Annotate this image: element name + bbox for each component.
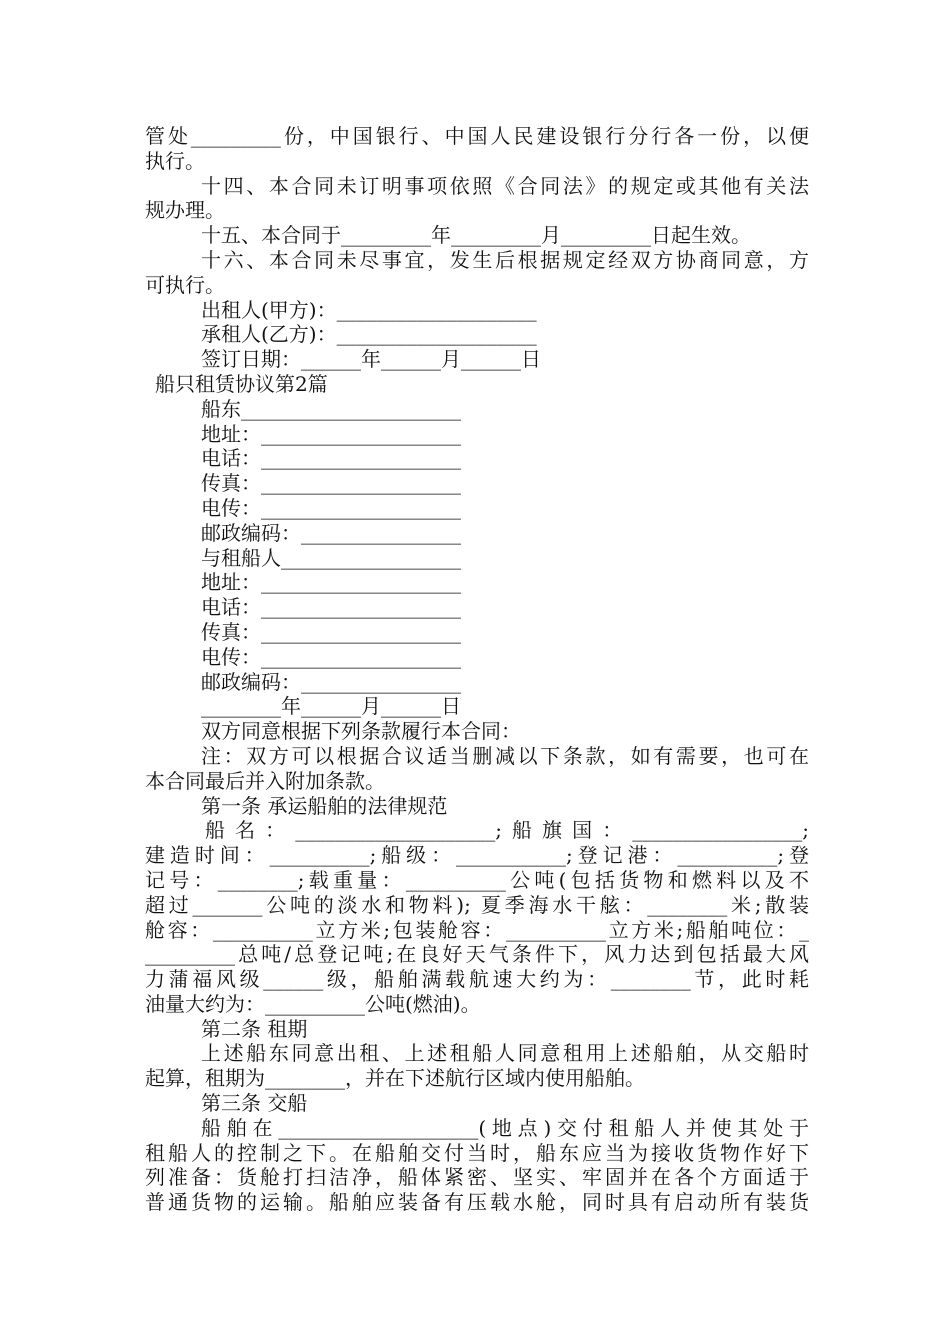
text-line: 十六、本合同未尽事宜，发生后根据规定经双方协商同意，方 xyxy=(201,247,809,272)
section-heading: 船只租赁协议第2篇 xyxy=(155,371,328,396)
text-line: 第二条 租期 xyxy=(201,1016,308,1041)
text-line: 租船人的控制之下。在船舶交付当时，船东应当为接收货物作好下 xyxy=(145,1140,809,1165)
text-line: 起算，租期为________，并在下述航行区域内使用船舶。 xyxy=(145,1066,645,1091)
text-line: 电传：____________________ xyxy=(201,495,461,520)
text-line: 超过_______公吨的淡水和物料); 夏季海水干舷：________米;散装 xyxy=(145,892,809,917)
text-line: 地址：____________________ xyxy=(201,421,461,446)
text-line: 本合同最后并入附加条款。 xyxy=(145,768,385,793)
text-line: 传真：____________________ xyxy=(201,619,461,644)
text-line: 船舶在____________________(地点)交付租船人并使其处于 xyxy=(201,1115,809,1140)
text-line: 传真：____________________ xyxy=(201,471,461,496)
text-line: 与租船人__________________ xyxy=(201,545,461,570)
text-line: ________年______月______日 xyxy=(201,694,461,719)
text-line: 船名：____________________;船旗国：_________________; xyxy=(205,818,809,843)
text-line: 双方同意根据下列条款履行本合同： xyxy=(201,719,521,744)
text-line: 建造时间：__________;船级：___________;登记港：__________;登 xyxy=(145,843,809,868)
text-line: 签订日期：______年______月______日 xyxy=(201,347,541,372)
text-line: 普通货物的运输。船舶应装备有压载水舱，同时具有启动所有装货 xyxy=(145,1190,809,1215)
text-line: _________总吨/总登记吨;在良好天气条件下，风力达到包括最大风 xyxy=(145,942,809,967)
text-line: 电话：____________________ xyxy=(201,595,461,620)
text-line: 执行。 xyxy=(145,148,205,173)
text-line: 管处_________份，中国银行、中国人民建设银行分行各一份，以便 xyxy=(145,124,809,148)
text-line: 邮政编码：________________ xyxy=(201,669,461,694)
document-body xyxy=(145,124,809,1215)
text-line: 第三条 交船 xyxy=(201,1091,308,1116)
text-line: 第一条 承运船舶的法律规范 xyxy=(201,793,448,818)
text-line: 油量大约为：__________公吨(燃油)。 xyxy=(145,991,481,1016)
text-line: 舱容：__________立方米;包装舱容：__________立方米;船舶吨位：_ xyxy=(145,917,809,942)
text-line: 地址：____________________ xyxy=(201,570,461,595)
text-line: 上述船东同意出租、上述租船人同意租用上述船舶，从交船时 xyxy=(201,1041,809,1066)
text-line: 力蒲福风级______级，船舶满载航速大约为：________节，此时耗 xyxy=(145,967,809,992)
text-line: 规办理。 xyxy=(145,198,225,223)
text-line: 注：双方可以根据合议适当删减以下条款，如有需要，也可在 xyxy=(201,743,809,768)
text-line: 可执行。 xyxy=(145,272,225,297)
text-line: 邮政编码：________________ xyxy=(201,520,461,545)
text-line: 十四、本合同未订明事项依照《合同法》的规定或其他有关法 xyxy=(201,173,809,198)
text-line: 船东______________________ xyxy=(201,396,461,421)
text-line: 十五、本合同于_________年_________月_________日起生效。 xyxy=(201,223,751,248)
text-line: 电话：____________________ xyxy=(201,446,461,471)
text-line: 电传：____________________ xyxy=(201,644,461,669)
text-line: 出租人(甲方)：____________________ xyxy=(201,297,537,322)
text-line: 记号：________;载重量：__________公吨(包括货物和燃料以及不 xyxy=(145,867,809,892)
text-line: 列准备：货舱打扫洁净，船体紧密、坚实、牢固并在各个方面适于 xyxy=(145,1165,809,1190)
text-line: 承租人(乙方)：____________________ xyxy=(201,322,537,347)
